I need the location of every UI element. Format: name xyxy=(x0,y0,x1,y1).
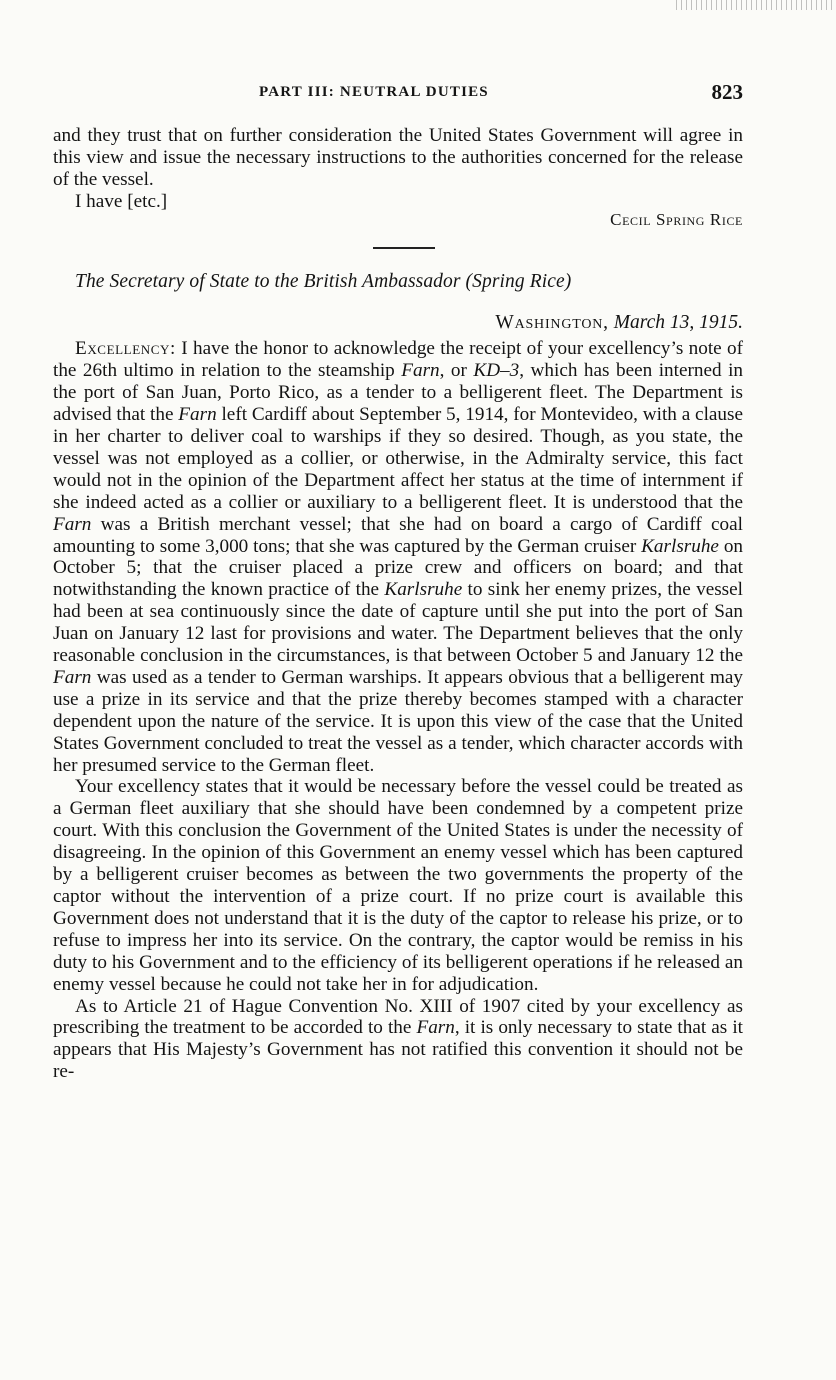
text-run: was used as a tender to German warships. It appears obvious that a belligerent may use a prize in its service and that the prize thereby becomes stamped with a character dependent upon the nature of the service. It is upon this view of the case that the United States Government concluded to treat the vessel as a tender, which character accords with her presumed service to the German fleet. xyxy=(53,666,743,776)
closing-formula: I have [etc.] xyxy=(75,190,168,212)
signature: Cecil Spring Rice xyxy=(610,209,743,229)
text-run: , which has been interned in the port of San Juan, Porto Rico, as a tender to a belligerent fleet. The Department is advised that the xyxy=(53,360,743,426)
text-run: to sink her enemy prizes, the vessel had been at sea continuously since the date of capture until she put into the port of San Juan on January 12 last for provisions and water. The Department believes that the only reasonable conclusion in the circumstances, is that between October 5 and January 12 the xyxy=(53,579,743,667)
dateline xyxy=(53,312,743,334)
ship-name: Farn xyxy=(178,404,217,426)
paragraph-3 xyxy=(53,996,743,1084)
text-run: left Cardiff about September 5, 1914, for Montevideo, with a clause in her charter to deliver coal to warships if they so desired. Though, as you state, the vessel was not employed as a collier, or otherwise, in the Admiralty service, this fact would not in the opinion of the Department affect her status at the time of internment if she indeed acted as a collier or auxiliary to a belligerent fleet. It is understood that the xyxy=(53,404,743,513)
closing-paragraph: and they trust that on further consideration the United States Government will agree in this view and issue the necessary instructions to the authorities concerned for the release of the vessel. xyxy=(53,125,743,190)
running-head xyxy=(53,80,743,104)
paragraph-1 xyxy=(53,338,743,776)
dateline-place: Washington, xyxy=(495,312,609,334)
section-divider xyxy=(373,247,435,249)
page-number: 823 xyxy=(711,80,743,104)
ship-designation: KD–3 xyxy=(473,360,520,382)
page-body xyxy=(53,125,743,1083)
dateline-date: March 13, 1915. xyxy=(613,312,743,334)
ship-name: Farn xyxy=(401,360,440,382)
cruiser-name: Karlsruhe xyxy=(641,535,719,557)
ship-name: Farn xyxy=(53,666,92,688)
text-run: As to Article 21 of Hague Convention No. XIII of 1907 cited by your excellency as prescribing the treatment to be accorded to the xyxy=(53,995,743,1039)
text-run: I have the honor to acknowledge the receipt of your excellency’s note of the 26th ultimo in relation to the steamship xyxy=(53,338,743,382)
salutation: Excellency: xyxy=(75,338,176,360)
text-run: was a British merchant vessel; that she had on board a cargo of Cardiff coal amounting to some 3,000 tons; that she was captured by the German cruiser xyxy=(53,513,743,557)
running-title: PART III: NEUTRAL DUTIES xyxy=(259,84,489,100)
text-run: , or xyxy=(439,360,474,382)
paragraph-2: Your excellency states that it would be necessary before the vessel could be treated as a German fleet auxiliary that she should have been condemned by a competent prize court. With this conclusion the Government of the United States is under the necessity of disagreeing. In the opinion of this Government an enemy vessel which has been captured by a belligerent cruiser becomes as between the two governments the property of the captor without the intervention of a prize court. If no prize court is available this Government does not understand that it is the duty of the captor to release his prize, or to refuse to impress her into its service. On the contrary, the captor would be remiss in his duty to his Government and to the efficiency of its belligerent operations if he released an enemy vessel because he could not take her in for adjudication. xyxy=(53,776,743,995)
scan-noise xyxy=(676,0,836,10)
letter-heading: The Secretary of State to the British Ambassador (Spring Rice) xyxy=(75,270,572,292)
text-run: , it is only necessary to state that as it appears that His Majesty’s Government has not ratified this convention it should not be re- xyxy=(53,1017,743,1083)
text-run: on October 5; that the cruiser placed a prize crew and officers on board; and that notwithstanding the known practice of the xyxy=(53,535,744,601)
ship-name: Farn xyxy=(53,513,92,535)
ship-name: Farn xyxy=(416,1017,455,1039)
cruiser-name: Karlsruhe xyxy=(384,579,463,601)
